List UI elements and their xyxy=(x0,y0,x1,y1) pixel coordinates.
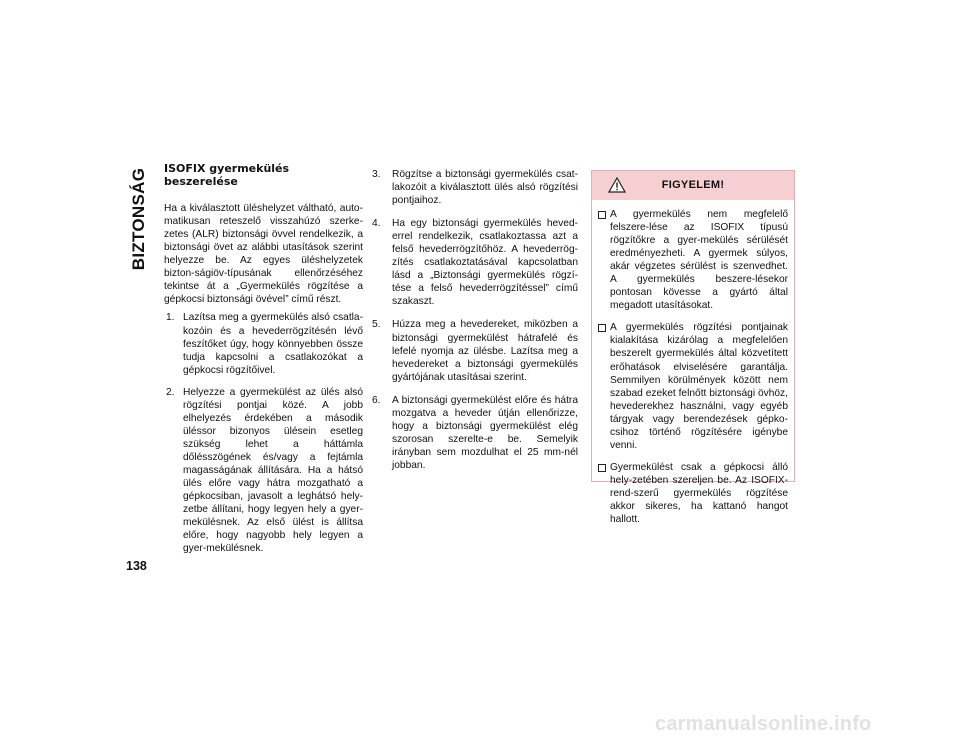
step-item xyxy=(372,168,578,207)
warning-item xyxy=(598,461,788,526)
checkbox-bullet-icon xyxy=(598,211,606,219)
steps-list-part2 xyxy=(372,168,578,472)
step-text: A biztonsági gyermekülést előre és hátra mozgatva a heveder útján ellenőrizze, hogy a biztonsági gyermekülést elég szorosan szerelte-e be. Semelyik irányban sem mozdulhat el 25 mm-nél jobban. xyxy=(392,394,578,471)
warning-item xyxy=(598,208,788,312)
left-column xyxy=(164,162,363,564)
section-title-text: BIZTONSÁG xyxy=(129,167,148,271)
warning-box xyxy=(591,170,795,526)
step-item xyxy=(372,394,578,472)
step-text: Helyezze a gyermekülést az ülés alsó rögzítési pontjai közé. A jobb elhelyezés érdekében a második üléssor bizonyos ülésein esetleg szükség lehet a háttámla dőlésszögének és/vagy a fejtámla magasságának állítására. Ha a hátsó ülés előre vagy hátra mozgatható a gépkocsiban, javasolt a leghátsó hely-zetbe állítani, hogy legyen hely a gyer-mekülésnek. Az első ülést is állítsa előre, hogy nagyobb hely legyen a gyer-mekülésnek. xyxy=(183,386,363,555)
warning-header xyxy=(592,171,794,200)
warning-item xyxy=(598,321,788,451)
section-title xyxy=(128,160,150,278)
steps-list-part1 xyxy=(166,311,363,555)
warning-item-text: Gyermekülést csak a gépkocsi álló hely-zetében szereljen be. Az ISOFIX-rend-szerű gyermekülés rögzítése akkor sikeres, ha kattanó hangot hallott. xyxy=(610,461,788,526)
intro-paragraph: Ha a kiválasztott üléshelyzet váltható, auto-matikusan reteszelő visszahúzó szerke-zetes (ALR) biztonsági övvel rendelkezik, a biztonsági övet az alábbi utasítások szerint helyezze be. Az egyes üléshelyzetek bizton-ságiöv-típusának ellenőrzéséhez tekintse át a „Gyermekülés rögzítése a gépkocsi biztonsági övével” című részt. xyxy=(164,203,363,306)
step-text: Húzza meg a hevedereket, miközben a biztonsági gyermekülést hátrafelé és lefelé nyomja az ülésbe. Lazítsa meg a hevedereket a biztonsági gyermekülés gyártójának utasításai szerint. xyxy=(392,319,578,383)
step-number: 1. xyxy=(166,312,175,324)
step-text: Ha egy biztonsági gyermekülés heved-errel rendelkezik, csatlakoztassa azt a felső hevederrögzítőhöz. A hevederrög-zítés csatlakoztatásával kapcsolatban lásd a „Biztonsági gyermekülés rögzí-tése a felső hevederrögzítéssel” című szakaszt. xyxy=(392,218,578,308)
warning-item-text: A gyermekülés rögzítési pontjainak kialakítása kizárólag a megfelelően beszerelt gyermekülés által közvetített erőhatások elviselésére garantálja. Semmilyen körülmények között nem szabad ezeket felnőtt biztonsági övhöz, hevederekhez használni, vagy egyéb tárgyak vagy berendezések gépko-csihoz történő rögzítésére igénybe venni. xyxy=(610,322,788,451)
step-number: 5. xyxy=(372,319,381,331)
step-number: 2. xyxy=(166,386,175,398)
page-heading: ISOFIX gyermekülés beszerelése xyxy=(164,162,290,189)
step-number: 4. xyxy=(372,218,381,230)
step-item xyxy=(372,217,578,308)
step-text: Lazítsa meg a gyermekülés alsó csatla-kozóin és a hevederrögzítésén lévő feszítőket úgy, hogy könnyebben össze tudja kapcsolni a csatlakozókat a gépkocsi rögzítőivel. xyxy=(183,312,363,376)
middle-column xyxy=(372,168,578,482)
watermark: carmanualsonline.info xyxy=(655,713,872,735)
step-number: 3. xyxy=(372,169,381,180)
step-text: Rögzítse a biztonsági gyermekülés csat-lakozóit a kiválasztott ülés alsó rögzítési pontjaihoz. xyxy=(392,169,578,207)
warning-title: FIGYELEM! xyxy=(661,179,725,191)
checkbox-bullet-icon xyxy=(598,464,606,472)
step-item xyxy=(372,318,578,383)
checkbox-bullet-icon xyxy=(598,324,606,332)
step-item xyxy=(166,386,363,556)
step-item xyxy=(166,311,363,376)
page-number: 138 xyxy=(126,559,147,573)
step-number: 6. xyxy=(372,394,381,406)
warning-item-text: A gyermekülés nem megfelelő felszere-lése az ISOFIX típusú rögzítőkre a gyer-mekülés sérülését eredményezheti. A gyermek súlyos, akár végzetes sérülést is szenvedhet. A gyermekülés beszere-lésekor pontosan kövesse a gyártó által megadott utasításokat. xyxy=(610,209,788,312)
warning-list xyxy=(592,200,794,526)
